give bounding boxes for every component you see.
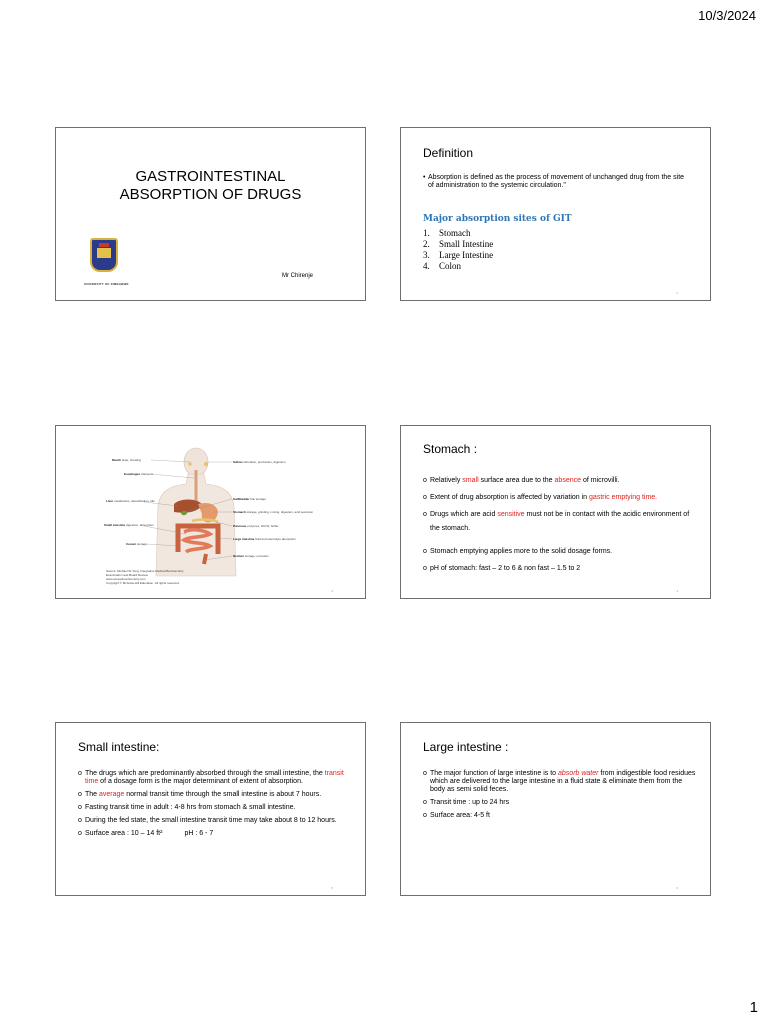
list-item: o Relatively small surface area due to the absence of microvilli. — [423, 477, 696, 485]
label-esophagus: Esophagus — [124, 472, 141, 476]
source-line-3: www.accessbiochemistry.com — [106, 577, 146, 581]
list-item: o Drugs which are acid sensitive must not be in contact with the acidic environment of the stomach. — [423, 508, 696, 536]
page-number: 1 — [749, 999, 758, 1016]
bullet-list — [423, 477, 696, 578]
sites-heading: Major absorption sites of GIT — [423, 214, 572, 224]
list-item: 2. Small Intestine — [423, 239, 494, 249]
label-liver: Liver — [106, 499, 114, 503]
slide-number: 3 — [331, 589, 333, 593]
source-line-4: Copyright © McGraw-Hill Education. All rights reserved. — [106, 581, 180, 585]
slide-title — [55, 127, 366, 301]
label-saliva-desc: lubrication, production, digestion — [242, 460, 286, 464]
svg-text:Pancreas enzymes, HCO3, buffer — [233, 524, 278, 528]
list-item: o The major function of large intestine is to absorb water from indigestible food residues which are delivered to the large intestine in a fluid state & eliminate them from the body as semi solid feces. — [423, 770, 696, 794]
svg-text:Rectum storage, excretion — [233, 554, 269, 558]
svg-text:Small intestine digestion, abs — [104, 523, 154, 527]
label-liver-desc: metabolism, detoxification, bile — [114, 499, 155, 503]
university-crest-icon — [90, 238, 118, 272]
slide-stomach — [400, 425, 711, 599]
label-saliva: Saliva — [233, 460, 242, 464]
svg-text:Large intestine fluid and elec — [233, 537, 296, 541]
slide-number: 2 — [676, 291, 678, 295]
definition-text: • Absorption is defined as the process of movement of unchanged drug from the site of administration to the systemic circulation." — [423, 174, 688, 190]
digestive-system-illustration — [56, 426, 366, 599]
source-line-1: Source: Michael W. King, Integrative Medical Biochemistry — [106, 569, 184, 573]
slide-number: 5 — [331, 886, 333, 890]
label-gallbladder: Gallbladder — [233, 497, 250, 501]
svg-text:Stomach storage, grinding, mix — [233, 510, 313, 514]
slide-number: 6 — [676, 886, 678, 890]
list-item: o Fasting transit time in adult : 4-8 hrs from stomach & small intestine. — [78, 804, 351, 812]
list-item: o The average normal transit time through the small intestine is about 7 hours. — [78, 791, 351, 799]
date-header: 10/3/2024 — [698, 8, 756, 23]
label-rectum-desc: storage, excretion — [244, 554, 269, 558]
list-item: o Stomach emptying applies more to the solid dosage forms. — [423, 548, 696, 556]
list-item: o Surface area : 10 – 14 ft² pH : 6 - 7 — [78, 830, 351, 838]
list-item: 1. Stomach — [423, 228, 471, 238]
label-small-intestine: Small intestine — [104, 523, 126, 527]
title-line-2: ABSORPTION OF DRUGS — [119, 186, 302, 203]
label-pancreas-desc: enzymes, HCO3, buffer — [247, 524, 279, 528]
label-rectum: Rectum — [233, 554, 245, 558]
university-name: UNIVERSITY OF ZIMBABWE — [84, 282, 129, 286]
slide-title-heading — [56, 168, 365, 204]
svg-text:Liver metabolism, detoxificati — [106, 499, 155, 503]
author-name: Mr Chirenje — [282, 273, 314, 279]
label-mouth-desc: taste, chewing — [121, 458, 142, 462]
slide-heading: Stomach : — [423, 442, 478, 456]
label-esophagus-desc: transport — [141, 472, 153, 476]
label-cecum: Cecum — [126, 542, 137, 546]
list-item: o Transit time : up to 24 hrs — [423, 799, 696, 807]
slide-small-intestine — [55, 722, 366, 896]
slide-heading: Large intestine : — [423, 740, 509, 754]
title-line-1: GASTROINTESTINAL — [135, 168, 286, 185]
bullet-list — [78, 770, 351, 843]
svg-text:Cecum storage — [126, 542, 147, 546]
slide-definition — [400, 127, 711, 301]
source-line-2: Examination and Board Review — [106, 573, 148, 577]
list-item: o pH of stomach: fast – 2 to 6 & non fast – 1.5 to 2 — [423, 565, 696, 573]
label-pancreas: Pancreas — [233, 524, 247, 528]
slide-heading: Definition — [423, 146, 474, 160]
list-item: 4. Colon — [423, 261, 462, 271]
label-stomach-desc: storage, grinding, mixing, digestion, acid secretion — [246, 510, 314, 514]
label-small-intestine-desc: digestion, absorption — [126, 523, 154, 527]
list-item: 3. Large Intestine — [423, 250, 494, 260]
label-stomach: Stomach — [233, 510, 246, 514]
list-item: o During the fed state, the small intestine transit time may take about 8 to 12 hours. — [78, 817, 351, 825]
svg-text:Mouth taste, chewing — [112, 458, 141, 462]
label-large-intestine-desc: fluid and electrolyte absorption — [255, 537, 296, 541]
svg-text:Saliva lubrication, production — [233, 460, 286, 464]
list-item: o Surface area: 4-5 ft — [423, 812, 696, 820]
label-cecum-desc: storage — [136, 542, 147, 546]
sites-list — [423, 228, 493, 272]
bullet-list — [423, 770, 696, 825]
slide-heading: Small intestine: — [78, 740, 160, 754]
slide-large-intestine — [400, 722, 711, 896]
label-gallbladder-desc: bile storage — [250, 497, 266, 501]
label-mouth: Mouth — [112, 458, 121, 462]
slide-digestive-diagram — [55, 425, 366, 599]
slide-number: 4 — [676, 589, 678, 593]
svg-text:Esophagus transport — [124, 472, 153, 476]
list-item: o The drugs which are predominantly absorbed through the small intestine, the transit time of a dosage form is the major determinant of extent of absorption. — [78, 770, 351, 786]
svg-text:Gallbladder bile storage — [233, 497, 266, 501]
list-item: o Extent of drug absorption is affected by variation in gastric emptying time. — [423, 494, 696, 502]
label-large-intestine: Large intestine — [233, 537, 255, 541]
